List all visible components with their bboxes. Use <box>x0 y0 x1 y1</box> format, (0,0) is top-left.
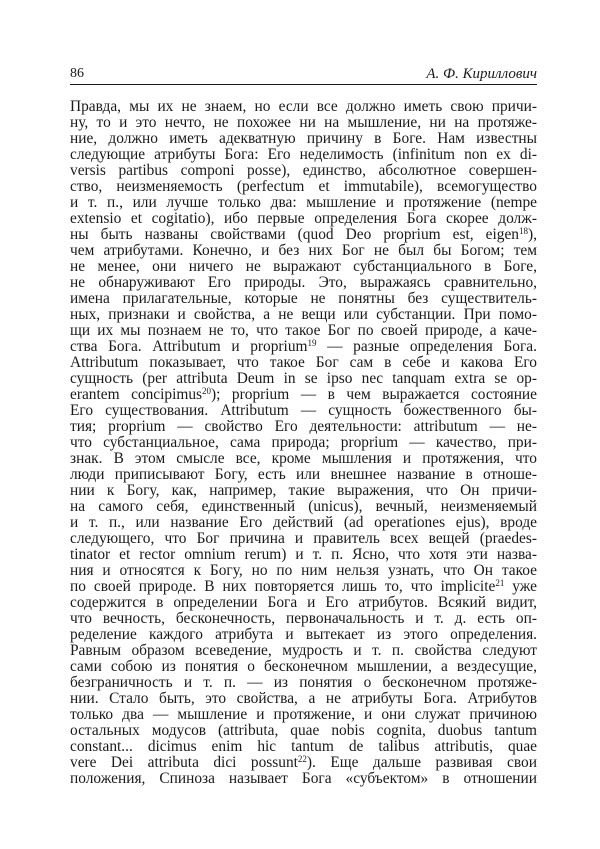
footnote-marker: 21 <box>495 578 505 588</box>
text-line <box>70 707 537 723</box>
footnote-marker: 22 <box>297 754 307 764</box>
text-line <box>70 403 537 419</box>
text-line <box>70 659 537 675</box>
text-line <box>70 483 537 499</box>
line-text: не обнаруживают Его природы. Это, выражаясь сравнительно, <box>70 274 537 291</box>
line-text: тия; proprium — свойство Его деятельности: attributum — не- <box>70 418 537 435</box>
text-line <box>70 371 537 387</box>
text-line <box>70 243 537 259</box>
text-line <box>70 771 537 787</box>
line-text: чем атрибутами. Конечно, и без них Бог не был бы Богом; тем <box>70 242 537 259</box>
text-line <box>70 323 537 339</box>
line-text-continuation: уже <box>504 578 537 595</box>
text-line <box>70 115 537 131</box>
line-text: следующего, что Бог причина и правитель всех вещей (praedes- <box>70 530 537 547</box>
footnote-marker: 19 <box>307 338 317 348</box>
text-line <box>70 131 537 147</box>
line-text: Его существования. Attributum — сущность божественного бы- <box>70 402 537 419</box>
text-line <box>70 579 537 595</box>
text-line <box>70 499 537 515</box>
text-line <box>70 227 537 243</box>
text-line <box>70 387 537 403</box>
text-line <box>70 467 537 483</box>
text-line <box>70 643 537 659</box>
line-text: знак. В этом смысле все, кроме мышления и протяжения, что <box>70 450 537 467</box>
line-text: что субстанциальное, сама природа; proprium — качество, при- <box>70 434 537 451</box>
line-text: по своей природе. В них повторяется лишь то, что implicite <box>70 578 496 595</box>
line-text: положения, Спиноза называет Бога «субъектом» в отношении <box>70 770 537 787</box>
line-text: только два — мышление и протяжение, и они служат причиною <box>70 706 537 723</box>
text-line <box>70 691 537 707</box>
page <box>70 0 537 849</box>
line-text: erantem concipimus <box>70 386 203 403</box>
line-text: и т. п., или название Его действий (ad operationes ejus), вроде <box>70 514 537 531</box>
line-text: ния и относятся к Богу, но по ним нельзя узнать, что Он такое <box>70 562 537 579</box>
text-line <box>70 275 537 291</box>
text-line <box>70 627 537 643</box>
text-line <box>70 291 537 307</box>
line-text: люди приписывают Богу, есть или внешнее название в отноше- <box>70 466 537 483</box>
text-line <box>70 179 537 195</box>
text-line <box>70 259 537 275</box>
text-line <box>70 451 537 467</box>
line-text: ства Бога. Attributum и proprium <box>70 338 308 355</box>
line-text: vere Dei attributa dici possunt <box>70 754 298 771</box>
page-number: 86 <box>70 66 84 81</box>
text-line <box>70 611 537 627</box>
line-text: нии. Стало быть, это свойства, а не атрибуты Бога. Атрибутов <box>70 690 538 707</box>
line-text: на самого себя, единственный (unicus), вечный, неизменяемый <box>70 498 537 515</box>
text-line <box>70 355 537 371</box>
line-text: Равным образом всеведение, мудрость и т. п. свойства следуют <box>70 642 537 659</box>
text-line <box>70 99 537 115</box>
line-text: не менее, они ничего не выражают субстанциального в Боге, <box>70 258 537 275</box>
text-line <box>70 739 537 755</box>
text-line <box>70 195 537 211</box>
line-text: ны быть названы свойствами (quod Deo proprium est, eigen <box>70 226 520 243</box>
line-text: щи их мы познаем не то, что такое Бог по своей природе, а каче- <box>70 322 537 339</box>
line-text: tinator et rector omnium rerum) и т. п. Ясно, что хотя эти назва- <box>70 546 537 563</box>
line-text: следующие атрибуты Бога: Его неделимость (infinitum non ex di- <box>70 146 537 163</box>
body-paragraph <box>70 99 537 787</box>
line-text: Attributum показывает, что такое Бог сам в себе и какова Его <box>70 354 537 371</box>
text-line <box>70 515 537 531</box>
line-text: имена прилагательные, которые не понятны без существитель- <box>70 290 537 307</box>
text-line <box>70 435 537 451</box>
line-text: содержится в определении Бога и Его атрибутов. Всякий видит, <box>70 594 537 611</box>
text-line <box>70 563 537 579</box>
text-line <box>70 147 537 163</box>
line-text-continuation: ); proprium — в чем выражается состояние <box>211 386 537 403</box>
line-text: и т. п., или лучше только два: мышление и протяжение (nempe <box>70 194 538 211</box>
line-text: ние, должно иметь адекватную причину в Боге. Нам известны <box>70 130 537 147</box>
line-text: ных, признаки и свойства, а не вещи или субстанции. При помо- <box>70 306 537 323</box>
text-line <box>70 531 537 547</box>
line-text: Правда, мы их не знаем, но если все должно иметь свою причи- <box>70 98 537 115</box>
line-text: ство, неизменяемость (perfectum et immutabile), всемогущество <box>70 178 537 195</box>
line-text: сущность (per attributa Deum in se ipso nec tanquam extra se op- <box>70 370 537 387</box>
text-line <box>70 419 537 435</box>
line-text: extensio et cogitatio), ибо первые определения Бога скорее долж- <box>70 210 537 227</box>
text-line <box>70 595 537 611</box>
text-line <box>70 163 537 179</box>
footnote-marker: 18 <box>519 226 529 236</box>
line-text: безграничность и т. п. — из понятия о бесконечном протяже- <box>70 674 537 691</box>
footnote-marker: 20 <box>202 386 212 396</box>
running-head <box>70 65 537 85</box>
line-text: ну, то и это нечто, не похожее ни на мышление, ни на протяже- <box>70 114 537 131</box>
text-line <box>70 723 537 739</box>
running-head-author: А. Ф. Кириллович <box>426 66 537 82</box>
line-text: сами собою из понятия о бесконечном мышлении, а вездесущие, <box>70 658 537 675</box>
line-text: constant... dicimus enim hic tantum de talibus attributis, quae <box>70 738 537 755</box>
line-text-continuation: — разные определения Бога. <box>316 338 537 355</box>
text-line <box>70 211 537 227</box>
line-text-continuation: ), <box>528 226 537 243</box>
line-text: остальных модусов (attributa, quae nobis cognita, duobus tantum <box>70 722 537 739</box>
text-line <box>70 755 537 771</box>
line-text: versis partibus componi posse), единство, абсолютное совершен- <box>70 162 537 179</box>
text-line <box>70 339 537 355</box>
line-text: что вечность, бесконечность, первоначальность и т. д. есть оп- <box>70 610 537 627</box>
text-line <box>70 675 537 691</box>
line-text-continuation: ). Еще дальше развивая свои <box>306 754 537 771</box>
line-text: ределение каждого атрибута и вытекает из этого определения. <box>70 626 537 643</box>
text-line <box>70 547 537 563</box>
line-text: нии к Богу, как, например, такие выражения, что Он причи- <box>70 482 537 499</box>
text-line <box>70 307 537 323</box>
